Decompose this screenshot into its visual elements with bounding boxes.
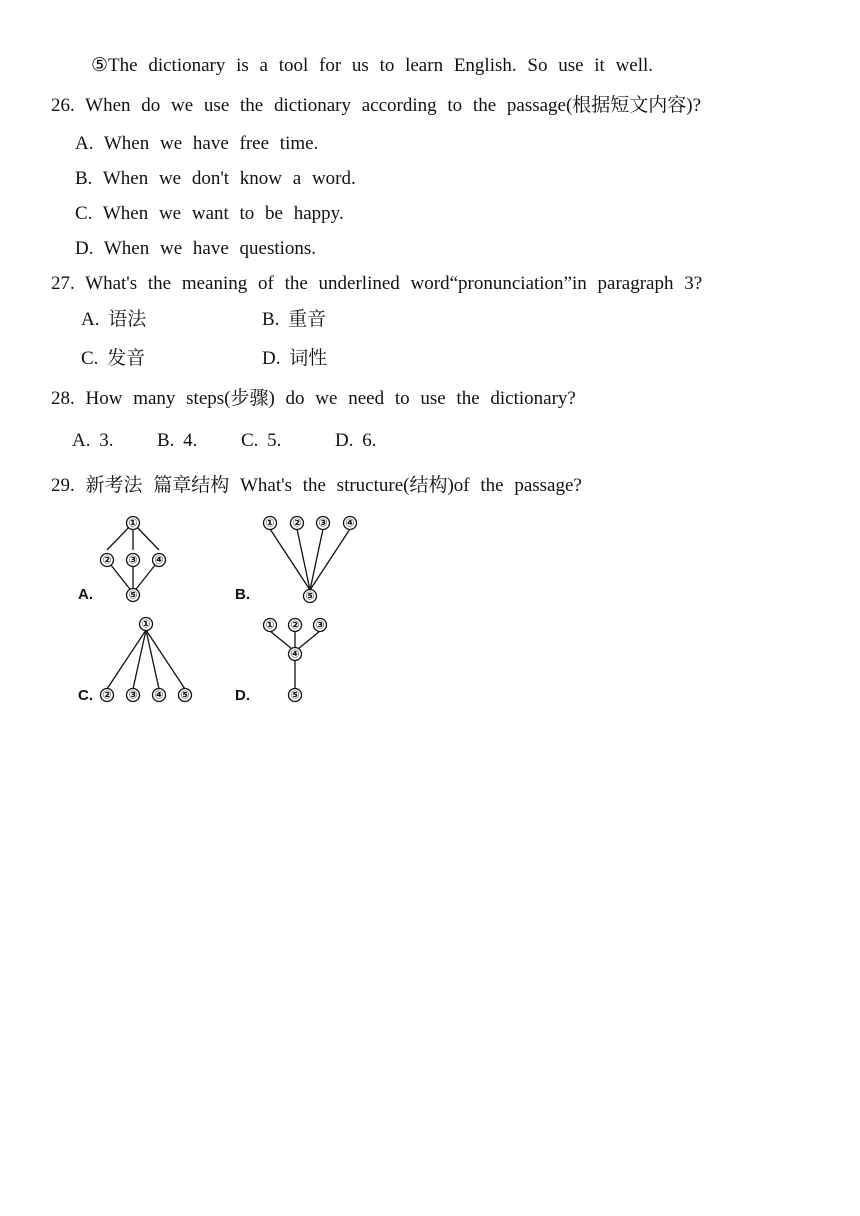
diagram-b-node-4 [344, 517, 357, 530]
diagram-a-node-2 [101, 554, 114, 567]
question-26-option-a: A. When we have free time. [75, 133, 319, 154]
diagram-b-node-1 [264, 517, 277, 530]
svg-text:④: ④ [345, 517, 355, 530]
svg-text:③: ③ [318, 517, 328, 530]
diagram-d-node-5 [289, 689, 302, 702]
structure-diagrams [70, 510, 370, 710]
diagram-a-node-5 [127, 589, 140, 602]
svg-text:⑤: ⑤ [180, 689, 190, 702]
question-26-stem: 26. When do we use the dictionary according to the passage(根据短文内容)? [51, 95, 702, 116]
diagram-c-node-5 [179, 689, 192, 702]
diagram-c-node-4 [153, 689, 166, 702]
question-27-option-c: C. 发音 [81, 348, 146, 369]
diagram-a-node-3 [127, 554, 140, 567]
svg-text:①: ① [141, 618, 151, 631]
diagram-d-node-1 [264, 619, 277, 632]
svg-text:①: ① [265, 517, 275, 530]
question-26-option-b: B. When we don't know a word. [75, 168, 356, 189]
diagram-c [78, 618, 192, 705]
diagram-d-label: D. [235, 687, 250, 704]
diagram-a-label: A. [78, 586, 93, 603]
svg-text:③: ③ [315, 619, 325, 632]
diagram-d-node-2 [289, 619, 302, 632]
question-28-option-d: D. 6. [335, 430, 377, 451]
svg-text:⑤: ⑤ [290, 689, 300, 702]
svg-text:⑤: ⑤ [128, 589, 138, 602]
svg-text:③: ③ [128, 689, 138, 702]
diagram-c-node-3 [127, 689, 140, 702]
svg-text:④: ④ [154, 689, 164, 702]
svg-text:④: ④ [154, 554, 164, 567]
diagram-c-label: C. [78, 687, 93, 704]
svg-text:①: ① [265, 619, 275, 632]
diagram-d [235, 619, 327, 705]
svg-text:②: ② [102, 554, 112, 567]
diagram-a-node-4 [153, 554, 166, 567]
question-27-option-a: A. 语法 [81, 309, 147, 330]
question-29-stem: 29. 新考法 篇章结构 What's the structure(结构)of the passage? [51, 475, 582, 496]
svg-text:③: ③ [128, 554, 138, 567]
diagram-b-node-2 [291, 517, 304, 530]
diagram-b [235, 517, 357, 604]
diagram-c-node-1 [140, 618, 153, 631]
diagram-c-node-2 [101, 689, 114, 702]
diagram-b-node-3 [317, 517, 330, 530]
question-28-stem: 28. How many steps(步骤) do we need to use the dictionary? [51, 388, 576, 409]
svg-text:②: ② [292, 517, 302, 530]
diagram-a-node-1 [127, 517, 140, 530]
paragraph-5-text: ⑤The dictionary is a tool for us to learn English. So use it well. [91, 55, 654, 76]
diagram-d-node-3 [314, 619, 327, 632]
question-26-option-d: D. When we have questions. [75, 238, 317, 259]
diagram-a [78, 517, 166, 604]
question-28-option-a: A. 3. [72, 430, 114, 451]
question-27-stem: 27. What's the meaning of the underlined word“pronunciation”in paragraph 3? [51, 273, 703, 294]
svg-text:②: ② [102, 689, 112, 702]
svg-text:①: ① [128, 517, 138, 530]
question-26-option-c: C. When we want to be happy. [75, 203, 344, 224]
diagram-b-node-5 [304, 590, 317, 603]
diagram-d-node-4 [289, 648, 302, 661]
svg-text:②: ② [290, 619, 300, 632]
question-27-option-d: D. 词性 [262, 348, 328, 369]
question-28-option-c: C. 5. [241, 430, 282, 451]
svg-text:⑤: ⑤ [305, 590, 315, 603]
question-28-option-b: B. 4. [157, 430, 198, 451]
svg-text:④: ④ [290, 648, 300, 661]
diagram-b-label: B. [235, 586, 250, 603]
question-27-option-b: B. 重音 [262, 309, 327, 330]
